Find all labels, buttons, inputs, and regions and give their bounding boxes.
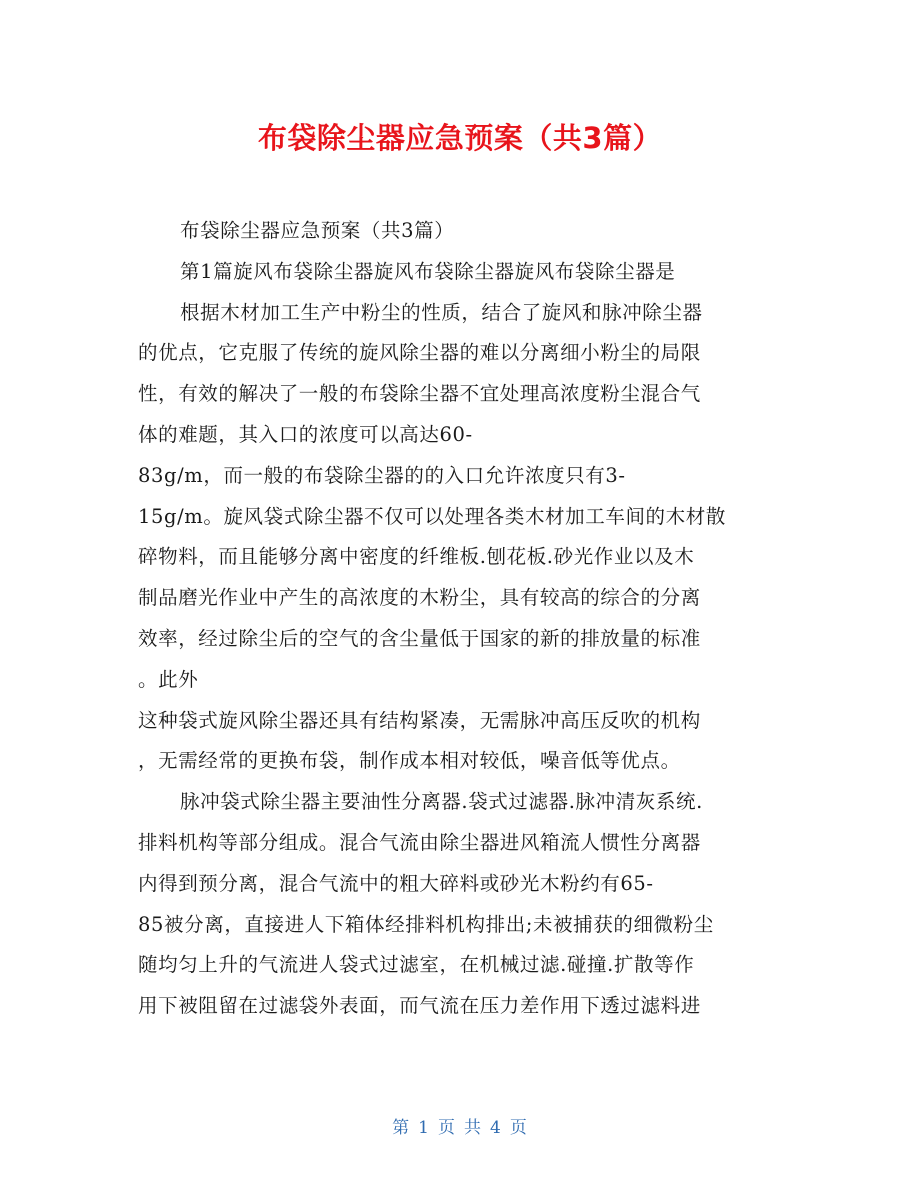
- body-line: 随均匀上升的气流进人袋式过滤室，在机械过滤.碰撞.扩散等作: [138, 953, 695, 977]
- body-line: 脉冲袋式除尘器主要油性分离器.袋式过滤器.脉冲清灰系统.: [180, 790, 703, 814]
- footer-total-pages: 4: [490, 1118, 502, 1138]
- body-line: 效率，经过除尘后的空气的含尘量低于国家的新的排放量的标准: [138, 626, 701, 650]
- body-line: 布袋除尘器应急预案（共3篇）: [180, 219, 455, 242]
- footer-total-word: 页: [509, 1118, 528, 1138]
- body-line: 85被分离，直接进人下箱体经排料机构排出;未被捕获的细微粉尘: [138, 912, 714, 936]
- body-line: 83g/m，而一般的布袋除尘器的的入口允许浓度只有3-: [138, 463, 626, 487]
- body-line: 的优点，它克服了传统的旋风除尘器的难以分离细小粉尘的局限: [138, 341, 701, 365]
- body-line: 碎物料，而且能够分离中密度的纤维板.刨花板.砂光作业以及木: [138, 545, 695, 569]
- body-line: ，无需经常的更换布袋，制作成本相对较低，噪音低等优点。: [138, 749, 681, 773]
- body-line: 内得到预分离，混合气流中的粗大碎料或砂光木粉约有65-: [138, 871, 654, 895]
- body-line: 。此外: [138, 667, 199, 691]
- body-line: 根据木材加工生产中粉尘的性质，结合了旋风和脉冲除尘器: [180, 300, 703, 324]
- document-body: [138, 211, 788, 1027]
- body-line: 15g/m。旋风袋式除尘器不仅可以处理各类木材加工车间的木材散: [138, 504, 726, 528]
- body-line: 排料机构等部分组成。混合气流由除尘器进风箱流人惯性分离器: [138, 830, 701, 854]
- body-line: 第1篇旋风布袋除尘器旋风布袋除尘器旋风布袋除尘器是: [180, 259, 676, 283]
- footer-prefix: 第: [392, 1118, 411, 1138]
- body-line: 制品磨光作业中产生的高浓度的木粉尘，具有较高的综合的分离: [138, 586, 701, 610]
- page-footer: [0, 1113, 920, 1138]
- footer-page-number: 1: [418, 1118, 430, 1138]
- body-line: 性，有效的解决了一般的布袋除尘器不宜处理高浓度粉尘混合气: [138, 382, 701, 406]
- footer-page-word: 页: [438, 1118, 456, 1138]
- footer-total-prefix: 共: [464, 1118, 482, 1138]
- document-title: 布袋除尘器应急预案（共3篇）: [257, 121, 663, 155]
- body-line: 这种袋式旋风除尘器还具有结构紧凑，无需脉冲高压反吹的机构: [138, 708, 701, 732]
- body-line: 体的难题，其入口的浓度可以高达60-: [138, 422, 473, 446]
- body-line: 用下被阻留在过滤袋外表面，而气流在压力差作用下透过滤料进: [138, 994, 701, 1018]
